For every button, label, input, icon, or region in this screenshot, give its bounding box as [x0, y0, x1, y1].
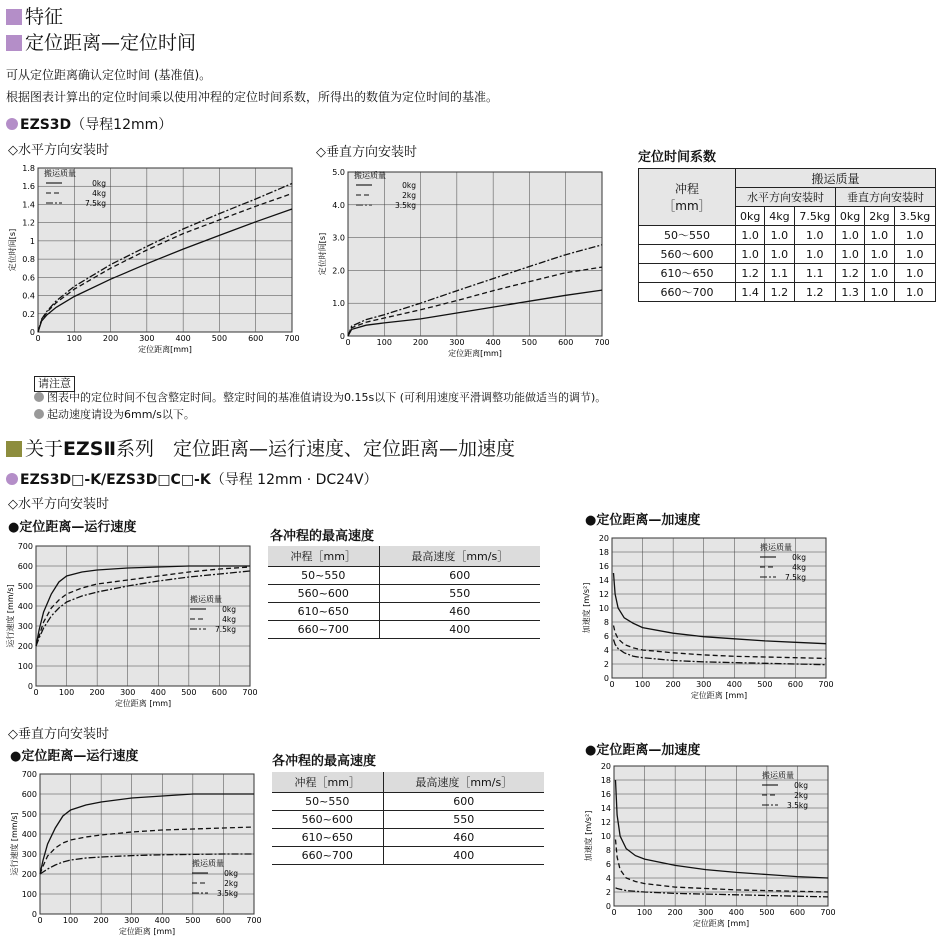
- x-tick-label: 200: [667, 908, 683, 917]
- acc-title-v: ●定位距离—加速度: [585, 743, 701, 758]
- x-tick-label: 0: [37, 916, 43, 925]
- table-cell: 560～600: [639, 245, 736, 264]
- y-axis-label: 运行速度 [mm/s]: [10, 812, 19, 876]
- intro-paragraph-1: 可从定位距离确认定位时间 (基准值)。: [6, 68, 212, 82]
- x-tick-label: 200: [102, 334, 119, 343]
- section-heading-time: [6, 32, 196, 54]
- table-cell: 1.2: [765, 283, 794, 302]
- chart-speed-horizontal: [4, 540, 258, 712]
- x-tick-label: 300: [139, 334, 155, 343]
- notice-item-1: [34, 389, 606, 405]
- table-cell: 1.0: [894, 264, 935, 283]
- chart-svg: [316, 166, 610, 366]
- horizontal-label-2: ◇水平方向安装时: [8, 497, 109, 512]
- table-cell: 1.4: [736, 283, 765, 302]
- table-cell: 1.2: [835, 264, 864, 283]
- x-axis-label: 定位距离[mm]: [448, 349, 502, 358]
- table-cell: 1.0: [865, 283, 894, 302]
- coef-head-horizontal: 水平方向安装时: [736, 188, 836, 207]
- legend-label: 0kg: [792, 553, 806, 562]
- legend-label: 4kg: [222, 615, 236, 624]
- x-tick-label: 600: [215, 916, 232, 925]
- x-tick-label: 700: [594, 338, 610, 347]
- x-tick-label: 200: [412, 338, 429, 347]
- table-cell: 1.0: [835, 226, 864, 245]
- y-tick-label: 0: [29, 328, 35, 337]
- section-heading-ezs2: [6, 438, 515, 460]
- notice-text: 图表中的定位时间不包含整定时间。整定时间的基准值请设为0.15s以下 (可利用速度平滑调整功能做适当的调节)。: [47, 391, 607, 404]
- x-tick-label: 300: [698, 908, 714, 917]
- table-cell: 560~600: [272, 811, 383, 829]
- table-row: [639, 226, 936, 245]
- gray-dot-icon: [34, 409, 44, 419]
- x-tick-label: 600: [787, 680, 804, 689]
- table-cell: 660～700: [639, 283, 736, 302]
- legend-label: 3.5kg: [786, 801, 808, 810]
- y-tick-label: 0: [603, 674, 609, 683]
- table-cell: 1.0: [894, 226, 935, 245]
- max-speed-table-v: [272, 772, 544, 865]
- y-tick-label: 0.4: [22, 291, 35, 301]
- table-cell: 50~550: [272, 793, 383, 811]
- chart-positioning-time-horizontal: [6, 162, 300, 362]
- legend-label: 4kg: [792, 563, 806, 572]
- table-row: [639, 264, 936, 283]
- legend-title: 搬运质量: [190, 595, 222, 604]
- vertical-label: ◇垂直方向安装时: [316, 145, 417, 160]
- x-tick-label: 500: [757, 680, 773, 689]
- x-tick-label: 300: [449, 338, 465, 347]
- legend-label: 7.5kg: [784, 573, 806, 582]
- max-col-speed: 最高速度［mm/s］: [383, 772, 544, 793]
- legend-label: 0kg: [402, 181, 416, 190]
- purple-square-icon: [6, 9, 22, 25]
- y-tick-label: 2: [603, 660, 609, 669]
- y-tick-label: 20: [600, 762, 611, 771]
- table-cell: 460: [383, 829, 544, 847]
- table-cell: 1.0: [736, 245, 765, 264]
- heading-text: 定位距离—定位时间: [25, 32, 197, 54]
- legend-title: 搬运质量: [44, 169, 76, 178]
- legend-label: 0kg: [222, 605, 236, 614]
- section-heading-features: [6, 6, 63, 28]
- y-tick-label: 300: [21, 850, 37, 859]
- chart-svg: [4, 540, 258, 712]
- legend-label: 0kg: [92, 179, 106, 188]
- legend-label: 3.5kg: [394, 201, 416, 210]
- table-cell: 1.0: [865, 245, 894, 264]
- table-row: [268, 621, 540, 639]
- intro-paragraph-2: 根据图表计算出的定位时间乘以使用冲程的定位时间系数，所得出的数值为定位时间的基准。: [6, 90, 499, 104]
- y-axis-label: 定位时间[s]: [318, 232, 327, 276]
- legend-label: 0kg: [224, 869, 238, 878]
- y-tick-label: 3.0: [332, 233, 345, 243]
- x-axis-label: 定位距离[mm]: [138, 345, 192, 354]
- model-line-1: [6, 114, 172, 134]
- x-tick-label: 700: [284, 334, 300, 343]
- y-tick-label: 400: [17, 602, 33, 611]
- y-tick-label: 18: [600, 776, 611, 785]
- table-row: [639, 245, 936, 264]
- table-cell: 1.0: [736, 226, 765, 245]
- y-tick-label: 6: [603, 632, 609, 641]
- heading-text: 关于: [25, 438, 64, 460]
- y-tick-label: 0.2: [22, 309, 35, 319]
- y-tick-label: 1: [29, 236, 35, 246]
- table-cell: 1.1: [794, 264, 835, 283]
- x-axis-label: 定位距离 [mm]: [690, 691, 748, 700]
- y-tick-label: 300: [17, 622, 33, 631]
- chart-svg: [580, 532, 834, 704]
- y-tick-label: 100: [17, 662, 33, 671]
- chart-svg: [582, 760, 836, 932]
- table-cell: 1.2: [736, 264, 765, 283]
- x-tick-label: 100: [58, 688, 75, 697]
- y-tick-label: 16: [598, 562, 609, 571]
- coef-subcol: 0kg: [736, 207, 765, 226]
- legend-label: 7.5kg: [214, 625, 236, 634]
- y-tick-label: 200: [17, 642, 33, 651]
- y-tick-label: 200: [21, 870, 37, 879]
- y-tick-label: 14: [598, 576, 609, 585]
- y-tick-label: 1.2: [22, 218, 35, 228]
- olive-square-icon: [6, 441, 22, 457]
- table-cell: 1.0: [865, 264, 894, 283]
- horizontal-label: ◇水平方向安装时: [8, 143, 109, 158]
- y-tick-label: 100: [21, 890, 37, 899]
- y-tick-label: 2.0: [332, 266, 345, 276]
- coef-subcol: 2kg: [865, 207, 894, 226]
- table-cell: 460: [379, 603, 540, 621]
- coef-table-title: 定位时间系数: [638, 150, 717, 165]
- x-tick-label: 700: [242, 688, 258, 697]
- table-row: [268, 603, 540, 621]
- x-tick-label: 400: [728, 908, 744, 917]
- y-tick-label: 1.6: [22, 182, 35, 192]
- chart-acc-vertical: [582, 760, 836, 932]
- table-cell: 1.0: [765, 245, 794, 264]
- table-cell: 610~650: [272, 829, 383, 847]
- table-row: [272, 793, 544, 811]
- chart-svg: [6, 162, 300, 362]
- legend-label: 0kg: [794, 781, 808, 790]
- table-cell: 1.0: [835, 245, 864, 264]
- y-tick-label: 12: [598, 590, 609, 599]
- legend-title: 搬运质量: [762, 771, 794, 780]
- y-axis-label: 运行速度 [mm/s]: [6, 584, 15, 648]
- purple-dot-icon: [6, 118, 18, 130]
- x-tick-label: 400: [726, 680, 742, 689]
- y-tick-label: 0.6: [22, 273, 35, 283]
- y-tick-label: 6: [605, 860, 611, 869]
- y-tick-label: 4.0: [332, 200, 345, 210]
- x-tick-label: 400: [154, 916, 170, 925]
- table-cell: 610~650: [268, 603, 379, 621]
- y-tick-label: 10: [600, 832, 611, 841]
- y-tick-label: 10: [598, 604, 609, 613]
- table-cell: 660~700: [272, 847, 383, 865]
- x-tick-label: 300: [120, 688, 136, 697]
- table-row: [272, 847, 544, 865]
- model-line-2: [6, 469, 378, 489]
- chart-speed-vertical: [8, 768, 262, 940]
- legend-label: 3.5kg: [216, 889, 238, 898]
- table-cell: 400: [379, 621, 540, 639]
- table-cell: 1.2: [794, 283, 835, 302]
- table-cell: 660~700: [268, 621, 379, 639]
- y-tick-label: 18: [598, 548, 609, 557]
- coef-subcol: 7.5kg: [794, 207, 835, 226]
- coef-subcol: 4kg: [765, 207, 794, 226]
- table-cell: 550: [383, 811, 544, 829]
- y-tick-label: 4: [605, 874, 611, 883]
- x-tick-label: 300: [696, 680, 712, 689]
- x-tick-label: 0: [609, 680, 615, 689]
- coef-table: [638, 168, 936, 302]
- x-tick-label: 600: [248, 334, 264, 343]
- x-tick-label: 500: [185, 916, 201, 925]
- table-cell: 1.0: [894, 283, 935, 302]
- y-tick-label: 20: [598, 534, 609, 543]
- x-tick-label: 600: [789, 908, 806, 917]
- x-tick-label: 100: [62, 916, 79, 925]
- gray-dot-icon: [34, 392, 44, 402]
- table-row: [272, 811, 544, 829]
- coef-head-vertical: 垂直方向安装时: [835, 188, 935, 207]
- table-cell: 1.0: [894, 245, 935, 264]
- table-row: [272, 829, 544, 847]
- x-axis-label: 定位距离 [mm]: [692, 919, 750, 928]
- purple-dot-icon: [6, 473, 18, 485]
- y-tick-label: 0: [27, 682, 33, 691]
- x-tick-label: 100: [634, 680, 651, 689]
- max-col-stroke: 冲程［mm］: [272, 772, 383, 793]
- x-tick-label: 200: [93, 916, 109, 925]
- y-tick-label: 700: [21, 770, 37, 779]
- y-tick-label: 16: [600, 790, 611, 799]
- x-tick-label: 200: [665, 680, 681, 689]
- x-tick-label: 0: [611, 908, 617, 917]
- x-tick-label: 100: [376, 338, 392, 347]
- max-col-stroke: 冲程［mm］: [268, 546, 379, 567]
- speed-title-v: ●定位距离—运行速度: [10, 749, 139, 764]
- purple-square-icon: [6, 35, 22, 51]
- heading-text: 系列 定位距离—运行速度、定位距离—加速度: [115, 438, 515, 460]
- legend-label: 7.5kg: [84, 199, 106, 208]
- heading-brand: EZSⅡ: [63, 438, 116, 460]
- plot-area: [38, 168, 292, 332]
- coef-stroke-unit: ［mm］: [663, 199, 711, 213]
- legend-label: 4kg: [92, 189, 106, 198]
- y-tick-label: 1.0: [332, 299, 345, 309]
- table-cell: 610～650: [639, 264, 736, 283]
- table-cell: 600: [383, 793, 544, 811]
- y-tick-label: 0.8: [22, 255, 35, 265]
- x-tick-label: 600: [558, 338, 574, 347]
- x-tick-label: 500: [211, 334, 228, 343]
- y-tick-label: 500: [17, 582, 33, 591]
- x-tick-label: 500: [181, 688, 197, 697]
- table-cell: 400: [383, 847, 544, 865]
- plot-area: [348, 172, 602, 336]
- table-cell: 1.1: [765, 264, 794, 283]
- y-tick-label: 500: [21, 810, 37, 819]
- max-col-speed: 最高速度［mm/s］: [379, 546, 540, 567]
- x-tick-label: 700: [820, 908, 836, 917]
- legend-label: 2kg: [794, 791, 808, 800]
- x-tick-label: 0: [345, 338, 351, 347]
- y-tick-label: 8: [605, 846, 611, 855]
- y-tick-label: 700: [17, 542, 33, 551]
- y-axis-label: 加速度 [m/s²]: [584, 810, 593, 862]
- max-speed-title-h: 各冲程的最高速度: [270, 529, 375, 544]
- max-speed-table-h: [268, 546, 540, 639]
- legend-title: 搬运质量: [760, 543, 792, 552]
- x-tick-label: 500: [759, 908, 775, 917]
- x-tick-label: 400: [485, 338, 501, 347]
- x-tick-label: 400: [150, 688, 166, 697]
- notice-box: 请注意: [34, 376, 75, 392]
- table-row: [268, 585, 540, 603]
- table-cell: 50~550: [268, 567, 379, 585]
- y-tick-label: 600: [21, 790, 37, 799]
- table-cell: 1.0: [765, 226, 794, 245]
- model-note: （导程12mm）: [71, 117, 173, 133]
- x-tick-label: 200: [89, 688, 105, 697]
- x-tick-label: 100: [636, 908, 653, 917]
- heading-text: 特征: [25, 6, 64, 28]
- coef-stroke-label: 冲程: [674, 182, 699, 196]
- table-cell: 550: [379, 585, 540, 603]
- y-axis-label: 加速度 [m/s²]: [582, 582, 591, 634]
- model-name: EZS3D: [20, 117, 72, 133]
- coef-head-stroke: [639, 169, 736, 226]
- x-tick-label: 700: [818, 680, 834, 689]
- speed-title-h: ●定位距离—运行速度: [8, 520, 137, 535]
- table-row: [268, 567, 540, 585]
- y-tick-label: 400: [21, 830, 37, 839]
- x-tick-label: 600: [211, 688, 228, 697]
- table-cell: 1.0: [794, 226, 835, 245]
- x-tick-label: 400: [175, 334, 191, 343]
- x-axis-label: 定位距离 [mm]: [114, 699, 172, 708]
- y-tick-label: 5.0: [332, 168, 345, 177]
- y-tick-label: 12: [600, 818, 611, 827]
- acc-title-h: ●定位距离—加速度: [585, 513, 701, 528]
- legend-title: 搬运质量: [354, 171, 386, 180]
- y-tick-label: 0: [605, 902, 611, 911]
- chart-svg: [8, 768, 262, 940]
- y-tick-label: 1.4: [22, 200, 35, 210]
- y-tick-label: 0: [31, 910, 37, 919]
- x-tick-label: 500: [521, 338, 538, 347]
- table-cell: 1.0: [794, 245, 835, 264]
- table-cell: 1.3: [835, 283, 864, 302]
- vertical-label-2: ◇垂直方向安装时: [8, 727, 109, 742]
- legend-label: 2kg: [402, 191, 416, 200]
- y-tick-label: 0: [339, 332, 345, 341]
- legend-label: 2kg: [224, 879, 238, 888]
- table-cell: 50～550: [639, 226, 736, 245]
- chart-acc-horizontal: [580, 532, 834, 704]
- y-tick-label: 1.8: [22, 164, 35, 173]
- x-tick-label: 100: [66, 334, 82, 343]
- table-cell: 600: [379, 567, 540, 585]
- coef-head-mass: 搬运质量: [736, 169, 936, 188]
- coef-subcol: 0kg: [835, 207, 864, 226]
- model-note: （导程 12mm · DC24V）: [210, 472, 378, 488]
- notice-item-2: [34, 406, 195, 422]
- table-cell: 560~600: [268, 585, 379, 603]
- chart-positioning-time-vertical: [316, 166, 610, 366]
- table-row: [639, 283, 936, 302]
- x-tick-label: 700: [246, 916, 262, 925]
- notice-text: 起动速度请设为6mm/s以下。: [47, 408, 195, 421]
- x-tick-label: 0: [35, 334, 41, 343]
- y-tick-label: 14: [600, 804, 611, 813]
- y-tick-label: 4: [603, 646, 609, 655]
- y-tick-label: 8: [603, 618, 609, 627]
- x-tick-label: 0: [33, 688, 39, 697]
- y-tick-label: 2: [605, 888, 611, 897]
- max-speed-title-v: 各冲程的最高速度: [272, 754, 377, 769]
- x-tick-label: 300: [124, 916, 140, 925]
- y-tick-label: 600: [17, 562, 33, 571]
- coef-subcol: 3.5kg: [894, 207, 935, 226]
- y-axis-label: 定位时间[s]: [8, 228, 17, 272]
- legend-title: 搬运质量: [192, 859, 224, 868]
- model-name: EZS3D□-K/EZS3D□C□-K: [20, 472, 211, 488]
- table-cell: 1.0: [865, 226, 894, 245]
- x-axis-label: 定位距离 [mm]: [118, 927, 176, 936]
